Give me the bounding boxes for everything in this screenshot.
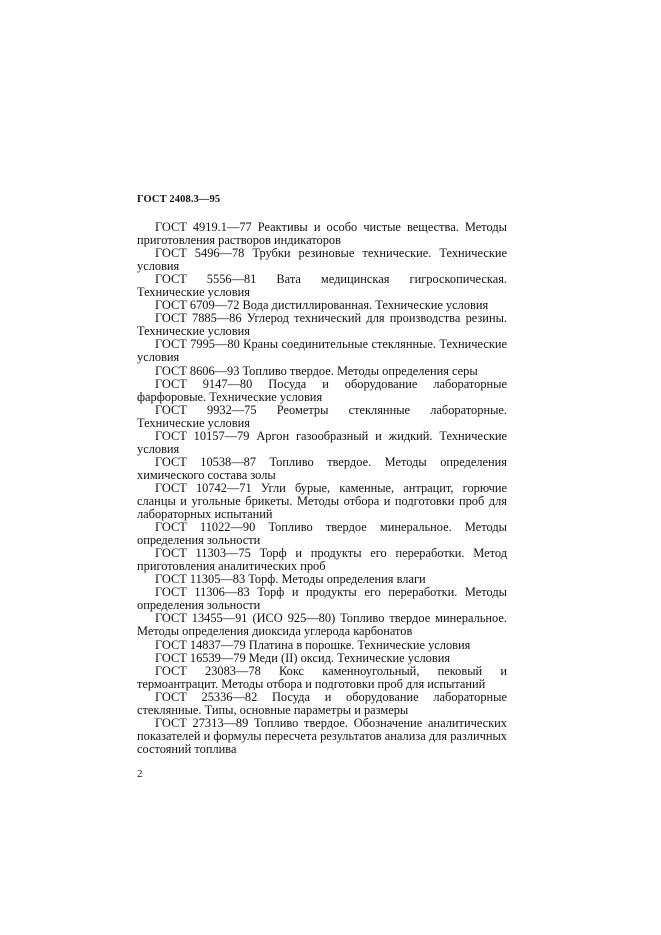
list-item: ГОСТ 8606—93 Топливо твердое. Методы определения серы [155, 363, 478, 378]
document-header: ГОСТ 2408.3—95 [137, 194, 221, 205]
list-item: ГОСТ 5556—81 Вата медицинская гигроскопическая. Технические условия [137, 272, 507, 300]
list-item: ГОСТ 11306—83 Торф и продукты его переработки. Методы определения зольности [137, 585, 507, 613]
list-item: ГОСТ 9932—75 Реометры стеклянные лабораторные. Технические условия [137, 402, 507, 430]
list-item: ГОСТ 16539—79 Меди (II) оксид. Технические условия [155, 650, 451, 665]
list-item: ГОСТ 9147—80 Посуда и оборудование лабораторные фарфоровые. Технические условия [137, 376, 507, 404]
list-item: ГОСТ 7885—86 Углерод технический для производства резины. Технические условия [137, 311, 507, 339]
list-item: ГОСТ 23083—78 Кокс каменноугольный, пековый и термоантрацит. Методы отбора и подготовки проб для испытаний [137, 663, 507, 691]
list-item: ГОСТ 13455—91 (ИСО 925—80) Топливо твердое минеральное. Методы определения диоксида углерода карбонатов [137, 611, 507, 639]
list-item: ГОСТ 7995—80 Краны соединительные стеклянные. Технические условия [137, 337, 507, 365]
list-item: ГОСТ 11303—75 Торф и продукты его переработки. Метод приготовления аналитических проб [137, 546, 507, 574]
list-item: ГОСТ 25336—82 Посуда и оборудование лабораторные стеклянные. Типы, основные параметры и размеры [137, 689, 507, 717]
list-item: ГОСТ 11022—90 Топливо твердое минеральное. Методы определения зольности [137, 520, 507, 548]
list-item: ГОСТ 10538—87 Топливо твердое. Методы определения химического состава золы [137, 454, 507, 482]
list-item: ГОСТ 5496—78 Трубки резиновые технические. Технические условия [137, 246, 507, 274]
list-item: ГОСТ 10157—79 Аргон газообразный и жидкий. Технические условия [137, 428, 507, 456]
page-number: 2 [137, 768, 143, 780]
normative-references-list [137, 221, 507, 756]
list-item: ГОСТ 6709—72 Вода дистиллированная. Технические условия [155, 298, 489, 313]
list-item: ГОСТ 4919.1—77 Реактивы и особо чистые вещества. Методы приготовления растворов индикаторов [137, 220, 507, 248]
list-item: ГОСТ 14837—79 Платина в порошке. Технические условия [155, 637, 471, 652]
list-item: ГОСТ 27313—89 Топливо твердое. Обозначение аналитических показателей и формулы пересчета результатов анализа для различных состояний топлива [137, 715, 507, 756]
list-item: ГОСТ 11305—83 Торф. Методы определения влаги [155, 572, 426, 587]
list-item: ГОСТ 10742—71 Угли бурые, каменные, антрацит, горючие сланцы и угольные брикеты. Методы отбора и подготовки проб для лабораторных испытаний [137, 480, 507, 522]
